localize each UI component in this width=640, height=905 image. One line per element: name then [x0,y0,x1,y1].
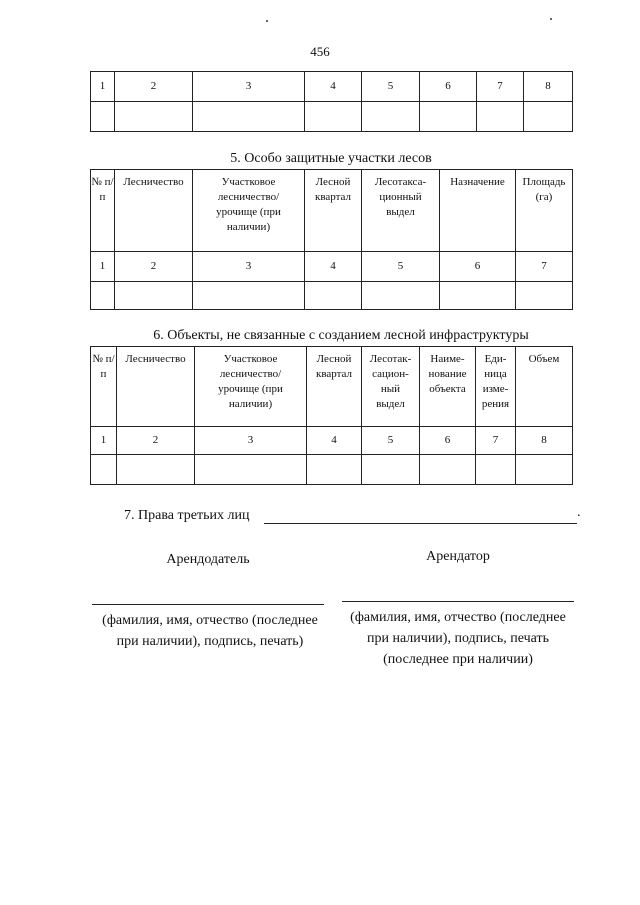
header-row [91,347,573,427]
header-cell: Лесотак-сацион-ный выдел [362,347,420,427]
empty-cell [516,282,573,310]
section-5-title: 5. Особо защитные участки лесов [230,151,432,166]
empty-cell [420,102,477,132]
empty-cell [477,102,524,132]
header-cell: Лесотакса-ционный выдел [362,170,440,252]
empty-cell [476,455,516,485]
header-cell: Объем [516,347,573,427]
empty-cell [193,282,305,310]
empty-cell [440,282,516,310]
col-number: 5 [362,72,420,102]
col-number: 4 [307,427,362,455]
empty-cell [362,455,420,485]
col-number: 5 [362,427,420,455]
column-number-row [91,72,573,102]
col-number: 3 [195,427,307,455]
col-number: 1 [91,252,115,282]
col-number: 3 [193,252,305,282]
col-number: 2 [115,252,193,282]
scan-speck [550,18,552,20]
col-number: 3 [193,72,305,102]
section-6-title: 6. Объекты, не связанные с созданием лесной инфраструктуры [153,328,529,343]
col-number: 8 [516,427,573,455]
column-number-row [91,427,573,455]
header-cell: Назначение [440,170,516,252]
header-cell: Еди-ница изме-рения [476,347,516,427]
landlord-label: Арендодатель [166,552,250,567]
tenant-signature-line [342,601,574,602]
empty-cell [516,455,573,485]
header-cell: Лесничество [117,347,195,427]
empty-cell [362,102,420,132]
empty-cell [115,102,193,132]
empty-cell [115,282,193,310]
col-number: 8 [524,72,573,102]
col-number: 6 [440,252,516,282]
end-mark: . [577,505,581,520]
third-party-rights-label: 7. Права третьих лиц [124,508,250,523]
empty-cell [420,455,476,485]
header-cell: Участковое лесничество/ урочище (при наличии) [193,170,305,252]
header-cell: Лесной квартал [307,347,362,427]
empty-cell [91,102,115,132]
tenant-label: Арендатор [426,549,490,564]
empty-cell [524,102,573,132]
header-cell: Наиме-нование объекта [420,347,476,427]
col-number: 4 [305,252,362,282]
col-number: 7 [476,427,516,455]
col-number: 6 [420,72,477,102]
empty-cell [193,102,305,132]
landlord-signature-line [92,604,324,605]
scan-speck [266,20,268,22]
empty-row [91,102,573,132]
empty-cell [305,102,362,132]
col-number: 2 [115,72,193,102]
page-number: 456 [310,44,330,59]
empty-cell [305,282,362,310]
col-number: 1 [91,72,115,102]
empty-cell [91,282,115,310]
header-cell: Лесничество [115,170,193,252]
col-number: 5 [362,252,440,282]
empty-row [91,282,573,310]
empty-cell [91,455,117,485]
non-infrastructure-objects-table [90,346,573,485]
col-number: 4 [305,72,362,102]
empty-row [91,455,573,485]
tenant-caption: (фамилия, имя, отчество (последнее при наличии), подпись, печать (последнее при наличии) [350,610,566,667]
landlord-caption: (фамилия, имя, отчество (последнее при наличии), подпись, печать) [102,613,318,649]
empty-cell [362,282,440,310]
header-cell: № п/п [91,347,117,427]
header-cell: Лесной квартал [305,170,362,252]
empty-cell [307,455,362,485]
header-cell: Площадь (га) [516,170,573,252]
header-cell: Участковое лесничество/ урочище (при наличии) [195,347,307,427]
col-number: 7 [477,72,524,102]
third-party-rights-field [264,523,577,524]
col-number: 6 [420,427,476,455]
col-number: 7 [516,252,573,282]
header-cell: № п/п [91,170,115,252]
protected-areas-table [90,169,573,310]
col-number: 2 [117,427,195,455]
empty-cell [195,455,307,485]
col-number: 1 [91,427,117,455]
empty-cell [117,455,195,485]
column-number-row [91,252,573,282]
header-row [91,170,573,252]
continuation-table [90,71,573,132]
